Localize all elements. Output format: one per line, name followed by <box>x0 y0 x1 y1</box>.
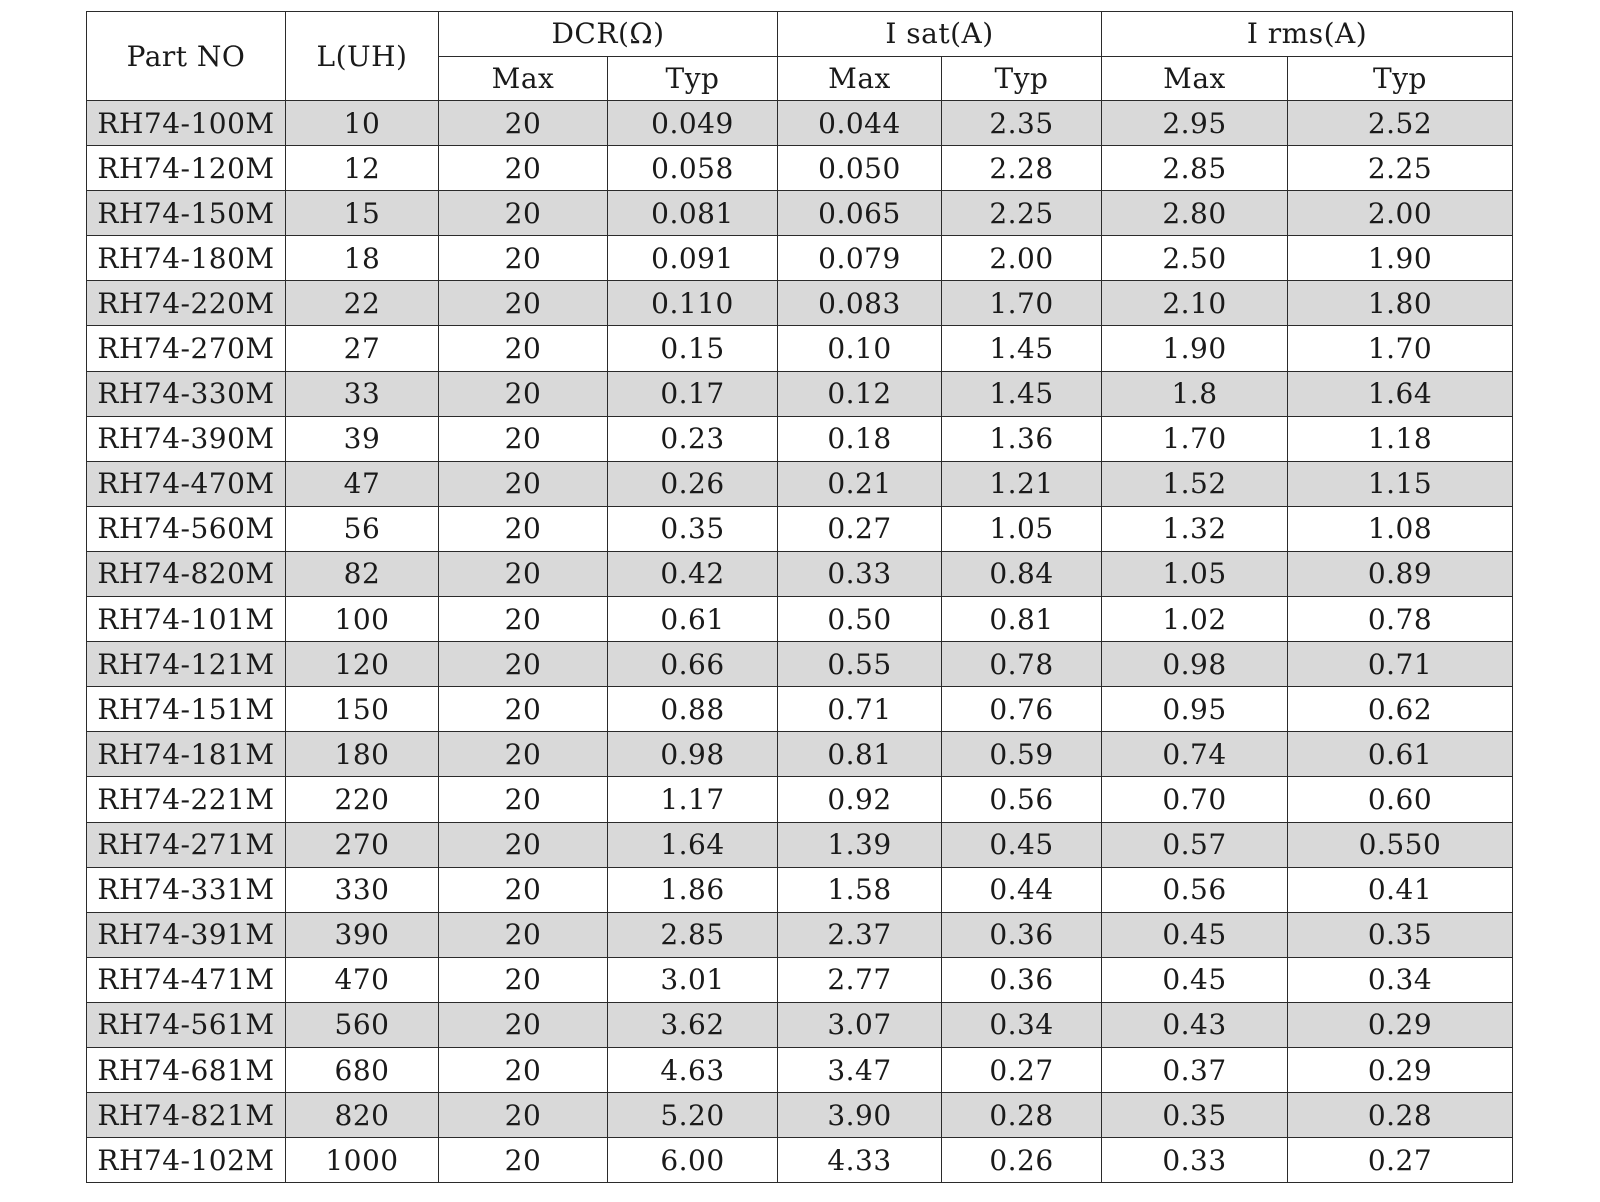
cell-inductance: 100 <box>286 597 439 642</box>
header-irms-typ: Typ <box>1288 56 1513 101</box>
cell-dcr-max: 20 <box>439 281 608 326</box>
cell-irms-typ: 0.61 <box>1288 732 1513 777</box>
cell-inductance: 270 <box>286 822 439 867</box>
cell-isat-max: 0.27 <box>778 506 942 551</box>
cell-part-no: RH74-820M <box>87 551 286 596</box>
cell-dcr-typ: 0.23 <box>608 416 778 461</box>
cell-isat-max: 1.39 <box>778 822 942 867</box>
cell-isat-typ: 0.26 <box>942 1138 1102 1183</box>
cell-irms-max: 0.57 <box>1102 822 1288 867</box>
cell-irms-max: 2.95 <box>1102 101 1288 146</box>
cell-isat-typ: 0.27 <box>942 1047 1102 1092</box>
table-row <box>87 461 1513 506</box>
cell-inductance: 22 <box>286 281 439 326</box>
cell-isat-max: 3.07 <box>778 1002 942 1047</box>
cell-isat-typ: 1.05 <box>942 506 1102 551</box>
table-row <box>87 1047 1513 1092</box>
cell-irms-max: 1.52 <box>1102 461 1288 506</box>
header-row-main <box>87 12 1513 57</box>
cell-isat-max: 0.065 <box>778 191 942 236</box>
cell-irms-max: 2.80 <box>1102 191 1288 236</box>
cell-inductance: 10 <box>286 101 439 146</box>
cell-dcr-typ: 0.98 <box>608 732 778 777</box>
cell-part-no: RH74-821M <box>87 1093 286 1138</box>
cell-dcr-typ: 0.15 <box>608 326 778 371</box>
cell-dcr-typ: 0.058 <box>608 146 778 191</box>
cell-inductance: 1000 <box>286 1138 439 1183</box>
table-row <box>87 822 1513 867</box>
table-body <box>87 101 1513 1183</box>
cell-part-no: RH74-220M <box>87 281 286 326</box>
cell-irms-typ: 0.27 <box>1288 1138 1513 1183</box>
cell-inductance: 27 <box>286 326 439 371</box>
cell-part-no: RH74-560M <box>87 506 286 551</box>
table-row <box>87 732 1513 777</box>
cell-irms-typ: 0.35 <box>1288 912 1513 957</box>
cell-isat-typ: 1.21 <box>942 461 1102 506</box>
cell-part-no: RH74-102M <box>87 1138 286 1183</box>
cell-irms-max: 0.70 <box>1102 777 1288 822</box>
cell-dcr-max: 20 <box>439 957 608 1002</box>
cell-irms-typ: 1.90 <box>1288 236 1513 281</box>
header-isat-typ: Typ <box>942 56 1102 101</box>
cell-irms-typ: 0.41 <box>1288 867 1513 912</box>
cell-dcr-max: 20 <box>439 642 608 687</box>
table-row <box>87 1138 1513 1183</box>
cell-irms-typ: 0.29 <box>1288 1002 1513 1047</box>
cell-isat-max: 0.18 <box>778 416 942 461</box>
cell-isat-max: 0.81 <box>778 732 942 777</box>
cell-part-no: RH74-151M <box>87 687 286 732</box>
cell-part-no: RH74-470M <box>87 461 286 506</box>
cell-isat-typ: 0.36 <box>942 912 1102 957</box>
cell-irms-max: 0.74 <box>1102 732 1288 777</box>
cell-isat-typ: 2.28 <box>942 146 1102 191</box>
table-row <box>87 1002 1513 1047</box>
cell-dcr-typ: 6.00 <box>608 1138 778 1183</box>
cell-irms-max: 0.95 <box>1102 687 1288 732</box>
cell-isat-max: 2.37 <box>778 912 942 957</box>
cell-inductance: 15 <box>286 191 439 236</box>
header-dcr-max: Max <box>439 56 608 101</box>
inductor-spec-table <box>86 11 1513 1183</box>
table-row <box>87 957 1513 1002</box>
cell-isat-typ: 2.25 <box>942 191 1102 236</box>
cell-isat-typ: 0.84 <box>942 551 1102 596</box>
cell-isat-typ: 1.70 <box>942 281 1102 326</box>
cell-isat-max: 0.050 <box>778 146 942 191</box>
cell-inductance: 150 <box>286 687 439 732</box>
cell-irms-max: 1.02 <box>1102 597 1288 642</box>
cell-dcr-max: 20 <box>439 822 608 867</box>
cell-isat-typ: 0.76 <box>942 687 1102 732</box>
cell-dcr-max: 20 <box>439 732 608 777</box>
cell-irms-max: 1.8 <box>1102 371 1288 416</box>
cell-irms-typ: 0.550 <box>1288 822 1513 867</box>
header-irms-max: Max <box>1102 56 1288 101</box>
cell-dcr-max: 20 <box>439 687 608 732</box>
table-header <box>87 12 1513 101</box>
cell-dcr-max: 20 <box>439 1093 608 1138</box>
cell-part-no: RH74-101M <box>87 597 286 642</box>
cell-irms-max: 2.50 <box>1102 236 1288 281</box>
cell-dcr-max: 20 <box>439 1047 608 1092</box>
cell-irms-typ: 0.78 <box>1288 597 1513 642</box>
cell-dcr-max: 20 <box>439 867 608 912</box>
cell-irms-max: 2.85 <box>1102 146 1288 191</box>
cell-inductance: 12 <box>286 146 439 191</box>
cell-irms-max: 0.33 <box>1102 1138 1288 1183</box>
cell-dcr-typ: 0.081 <box>608 191 778 236</box>
table-row <box>87 597 1513 642</box>
cell-part-no: RH74-561M <box>87 1002 286 1047</box>
cell-isat-max: 3.90 <box>778 1093 942 1138</box>
cell-dcr-max: 20 <box>439 236 608 281</box>
cell-irms-typ: 1.08 <box>1288 506 1513 551</box>
cell-inductance: 56 <box>286 506 439 551</box>
cell-irms-max: 1.32 <box>1102 506 1288 551</box>
cell-irms-typ: 0.29 <box>1288 1047 1513 1092</box>
table-row <box>87 371 1513 416</box>
cell-irms-typ: 0.71 <box>1288 642 1513 687</box>
cell-isat-typ: 0.34 <box>942 1002 1102 1047</box>
header-part-no: Part NO <box>87 12 286 101</box>
cell-isat-max: 0.083 <box>778 281 942 326</box>
cell-isat-max: 0.50 <box>778 597 942 642</box>
header-irms: I rms(A) <box>1102 12 1513 57</box>
cell-isat-typ: 0.78 <box>942 642 1102 687</box>
table-row <box>87 506 1513 551</box>
cell-isat-max: 0.33 <box>778 551 942 596</box>
cell-irms-max: 1.70 <box>1102 416 1288 461</box>
cell-irms-typ: 1.70 <box>1288 326 1513 371</box>
cell-dcr-max: 20 <box>439 551 608 596</box>
cell-inductance: 39 <box>286 416 439 461</box>
cell-dcr-typ: 0.35 <box>608 506 778 551</box>
cell-isat-max: 0.71 <box>778 687 942 732</box>
cell-irms-typ: 2.52 <box>1288 101 1513 146</box>
cell-dcr-typ: 0.26 <box>608 461 778 506</box>
cell-irms-max: 0.98 <box>1102 642 1288 687</box>
cell-part-no: RH74-121M <box>87 642 286 687</box>
cell-dcr-typ: 0.61 <box>608 597 778 642</box>
cell-isat-max: 1.58 <box>778 867 942 912</box>
cell-inductance: 470 <box>286 957 439 1002</box>
cell-isat-typ: 0.81 <box>942 597 1102 642</box>
cell-dcr-max: 20 <box>439 1138 608 1183</box>
cell-isat-typ: 0.45 <box>942 822 1102 867</box>
cell-dcr-max: 20 <box>439 461 608 506</box>
cell-inductance: 82 <box>286 551 439 596</box>
cell-dcr-typ: 3.01 <box>608 957 778 1002</box>
cell-irms-typ: 1.80 <box>1288 281 1513 326</box>
cell-dcr-max: 20 <box>439 191 608 236</box>
table-row <box>87 281 1513 326</box>
cell-dcr-max: 20 <box>439 777 608 822</box>
cell-irms-max: 0.45 <box>1102 957 1288 1002</box>
table-row <box>87 326 1513 371</box>
cell-irms-typ: 0.60 <box>1288 777 1513 822</box>
table-row <box>87 687 1513 732</box>
cell-inductance: 220 <box>286 777 439 822</box>
cell-part-no: RH74-391M <box>87 912 286 957</box>
cell-dcr-typ: 4.63 <box>608 1047 778 1092</box>
cell-isat-typ: 1.45 <box>942 371 1102 416</box>
cell-dcr-typ: 0.17 <box>608 371 778 416</box>
cell-dcr-typ: 2.85 <box>608 912 778 957</box>
cell-dcr-max: 20 <box>439 416 608 461</box>
cell-dcr-typ: 1.17 <box>608 777 778 822</box>
cell-irms-max: 0.43 <box>1102 1002 1288 1047</box>
cell-irms-typ: 1.64 <box>1288 371 1513 416</box>
cell-part-no: RH74-331M <box>87 867 286 912</box>
cell-inductance: 33 <box>286 371 439 416</box>
cell-isat-typ: 0.56 <box>942 777 1102 822</box>
cell-isat-max: 2.77 <box>778 957 942 1002</box>
cell-dcr-typ: 0.66 <box>608 642 778 687</box>
table-row <box>87 146 1513 191</box>
cell-irms-typ: 2.00 <box>1288 191 1513 236</box>
cell-dcr-typ: 1.64 <box>608 822 778 867</box>
header-inductance: L(UH) <box>286 12 439 101</box>
cell-inductance: 47 <box>286 461 439 506</box>
cell-inductance: 120 <box>286 642 439 687</box>
cell-irms-max: 0.45 <box>1102 912 1288 957</box>
cell-isat-max: 3.47 <box>778 1047 942 1092</box>
cell-irms-max: 1.05 <box>1102 551 1288 596</box>
table-row <box>87 416 1513 461</box>
cell-dcr-max: 20 <box>439 371 608 416</box>
header-dcr: DCR(Ω) <box>439 12 778 57</box>
cell-isat-max: 0.044 <box>778 101 942 146</box>
table-row <box>87 912 1513 957</box>
cell-irms-typ: 2.25 <box>1288 146 1513 191</box>
cell-dcr-max: 20 <box>439 912 608 957</box>
cell-irms-max: 0.35 <box>1102 1093 1288 1138</box>
cell-isat-max: 4.33 <box>778 1138 942 1183</box>
cell-dcr-typ: 0.091 <box>608 236 778 281</box>
cell-inductance: 820 <box>286 1093 439 1138</box>
cell-irms-max: 1.90 <box>1102 326 1288 371</box>
cell-inductance: 330 <box>286 867 439 912</box>
cell-isat-max: 0.55 <box>778 642 942 687</box>
cell-isat-typ: 1.36 <box>942 416 1102 461</box>
cell-dcr-typ: 0.049 <box>608 101 778 146</box>
cell-irms-typ: 0.62 <box>1288 687 1513 732</box>
cell-dcr-typ: 0.88 <box>608 687 778 732</box>
cell-isat-typ: 0.28 <box>942 1093 1102 1138</box>
cell-part-no: RH74-390M <box>87 416 286 461</box>
table-row <box>87 191 1513 236</box>
cell-part-no: RH74-150M <box>87 191 286 236</box>
cell-part-no: RH74-180M <box>87 236 286 281</box>
table-row <box>87 101 1513 146</box>
header-dcr-typ: Typ <box>608 56 778 101</box>
cell-irms-max: 0.56 <box>1102 867 1288 912</box>
cell-irms-max: 2.10 <box>1102 281 1288 326</box>
cell-irms-typ: 0.28 <box>1288 1093 1513 1138</box>
cell-isat-typ: 2.00 <box>942 236 1102 281</box>
cell-part-no: RH74-270M <box>87 326 286 371</box>
cell-isat-typ: 0.44 <box>942 867 1102 912</box>
cell-dcr-typ: 0.110 <box>608 281 778 326</box>
cell-part-no: RH74-100M <box>87 101 286 146</box>
cell-isat-max: 0.92 <box>778 777 942 822</box>
cell-isat-typ: 1.45 <box>942 326 1102 371</box>
cell-isat-typ: 0.59 <box>942 732 1102 777</box>
cell-dcr-typ: 5.20 <box>608 1093 778 1138</box>
cell-part-no: RH74-681M <box>87 1047 286 1092</box>
cell-inductance: 180 <box>286 732 439 777</box>
cell-dcr-max: 20 <box>439 597 608 642</box>
cell-irms-max: 0.37 <box>1102 1047 1288 1092</box>
cell-part-no: RH74-471M <box>87 957 286 1002</box>
cell-dcr-max: 20 <box>439 326 608 371</box>
cell-dcr-max: 20 <box>439 1002 608 1047</box>
cell-isat-typ: 0.36 <box>942 957 1102 1002</box>
cell-isat-typ: 2.35 <box>942 101 1102 146</box>
cell-part-no: RH74-120M <box>87 146 286 191</box>
cell-dcr-max: 20 <box>439 101 608 146</box>
cell-inductance: 390 <box>286 912 439 957</box>
cell-irms-typ: 0.34 <box>1288 957 1513 1002</box>
table-row <box>87 1093 1513 1138</box>
cell-dcr-max: 20 <box>439 506 608 551</box>
cell-isat-max: 0.12 <box>778 371 942 416</box>
cell-dcr-typ: 3.62 <box>608 1002 778 1047</box>
header-isat: I sat(A) <box>778 12 1102 57</box>
table-row <box>87 551 1513 596</box>
cell-isat-max: 0.21 <box>778 461 942 506</box>
cell-dcr-typ: 0.42 <box>608 551 778 596</box>
table-row <box>87 642 1513 687</box>
cell-part-no: RH74-181M <box>87 732 286 777</box>
cell-inductance: 680 <box>286 1047 439 1092</box>
cell-isat-max: 0.079 <box>778 236 942 281</box>
cell-irms-typ: 0.89 <box>1288 551 1513 596</box>
cell-dcr-typ: 1.86 <box>608 867 778 912</box>
cell-part-no: RH74-221M <box>87 777 286 822</box>
cell-irms-typ: 1.18 <box>1288 416 1513 461</box>
cell-dcr-max: 20 <box>439 146 608 191</box>
table-row <box>87 777 1513 822</box>
cell-inductance: 18 <box>286 236 439 281</box>
table-row <box>87 867 1513 912</box>
header-isat-max: Max <box>778 56 942 101</box>
cell-irms-typ: 1.15 <box>1288 461 1513 506</box>
cell-isat-max: 0.10 <box>778 326 942 371</box>
cell-inductance: 560 <box>286 1002 439 1047</box>
cell-part-no: RH74-271M <box>87 822 286 867</box>
cell-part-no: RH74-330M <box>87 371 286 416</box>
table-row <box>87 236 1513 281</box>
